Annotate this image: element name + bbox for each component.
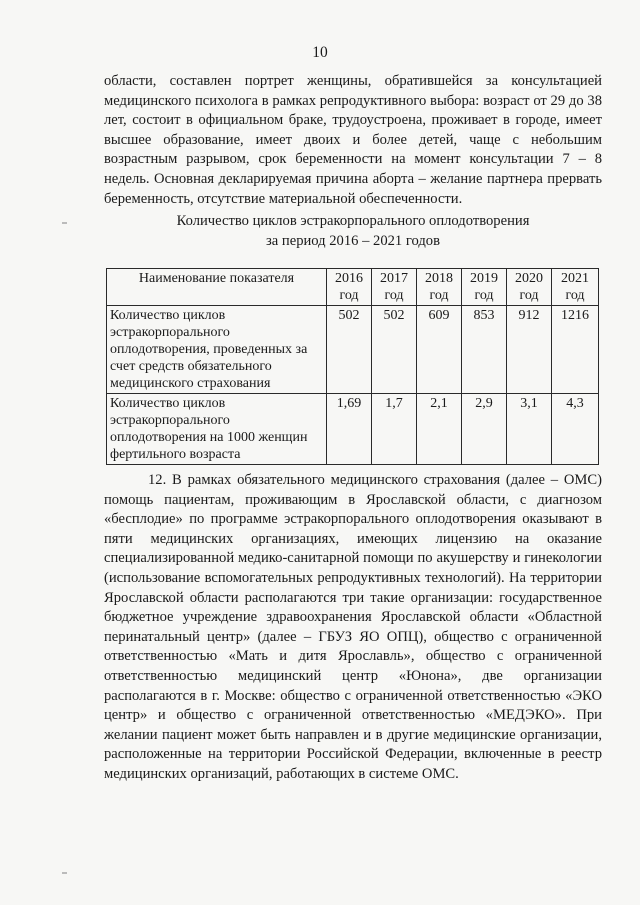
table-cell: 1,7: [372, 394, 417, 465]
year-label: 2021: [561, 271, 589, 286]
table-cell: 853: [462, 306, 507, 394]
table-cell: 1,69: [327, 394, 372, 465]
table-header-row: [107, 269, 599, 306]
header-year-2021: [552, 269, 599, 306]
table-cell: 1216: [552, 306, 599, 394]
header-year-2017: [372, 269, 417, 306]
year-label: 2018: [425, 271, 453, 286]
table-cell: 2,9: [462, 394, 507, 465]
year-label: 2017: [380, 271, 408, 286]
table-cell: 4,3: [552, 394, 599, 465]
year-unit: год: [519, 288, 539, 303]
paragraph-oms-eco: 12. В рамках обязательного медицинского страхования (далее – ОМС) помощь пациентам, проживающим в Ярославской области, с диагнозом «бесплодие» по программе эстракорпорального оплодотворения оказывают в пяти медицинских организациях, имеющих лицензию на оказание специализированной медико-санитарной помощи по акушерству и гинекологии (использование вспомогательных репродуктивных технологий). На территории Ярославской области располагаются три такие организации: государственное бюджетное учреждение здравоохранения Ярославской области «Областной перинатальный центр» (далее – ГБУЗ ЯО ОПЦ), общество с ограниченной ответственностью «Мать и дитя Ярославль», общество с ограниченной ответственностью медицинский центр «Юнона», две организации располагаются в г. Москве: общество с ограниченной ответственностью «ЭКО центр» и общество с ограниченной ответственностью «МЕДЭКО». При желании пациент может быть направлен и в другие медицинские организации, расположенные на территории Российской Федерации, включенные в реестр медицинских организаций, работающих в системе ОМС.: [104, 472, 602, 782]
table-cell: 2,1: [417, 394, 462, 465]
header-indicator-name: Наименование показателя: [107, 269, 327, 306]
year-label: 2019: [470, 271, 498, 286]
header-year-2018: [417, 269, 462, 306]
table-title: [104, 212, 602, 251]
paragraph-portrait: области, составлен портрет женщины, обратившейся за консультацией медицинского психолога в рамках репродуктивного выбора: возраст от 29 до 38 лет, состоит в официальном браке, трудоустроена, проживает в городе, имеет высшее образование, имеет двоих и более детей, чаще с небольшим возрастным разрывом, срок беременности на момент консультации 7 – 8 недель. Основная декларируемая причина аборта – желание партнера прервать беременность, отсутствие материальной обеспеченности.: [104, 73, 602, 207]
scan-mark: [62, 872, 67, 874]
year-unit: год: [429, 288, 449, 303]
table-cell: 609: [417, 306, 462, 394]
year-label: 2020: [515, 271, 543, 286]
row-label-oms-cycles: Количество циклов эстракорпорального оплодотворения, проведенных за счет средств обязательного медицинского страхования: [107, 306, 327, 394]
table-cell: 912: [507, 306, 552, 394]
page-number: 10: [312, 44, 328, 61]
year-label: 2016: [335, 271, 363, 286]
table-cell: 502: [372, 306, 417, 394]
year-unit: год: [384, 288, 404, 303]
header-year-2016: [327, 269, 372, 306]
header-year-2019: [462, 269, 507, 306]
year-unit: год: [474, 288, 494, 303]
year-unit: год: [565, 288, 585, 303]
eco-cycles-table: [106, 268, 599, 465]
scan-mark: [62, 222, 67, 224]
year-unit: год: [339, 288, 359, 303]
header-year-2020: [507, 269, 552, 306]
table-row: [107, 394, 599, 465]
table-title-line-1: Количество циклов эстракорпорального оплодотворения: [176, 213, 530, 229]
table-title-line-2: за период 2016 – 2021 годов: [266, 232, 440, 249]
table-row: [107, 306, 599, 394]
table-cell: 3,1: [507, 394, 552, 465]
table-cell: 502: [327, 306, 372, 394]
row-label-per-1000-women: Количество циклов эстракорпорального оплодотворения на 1000 женщин фертильного возраста: [107, 394, 327, 465]
